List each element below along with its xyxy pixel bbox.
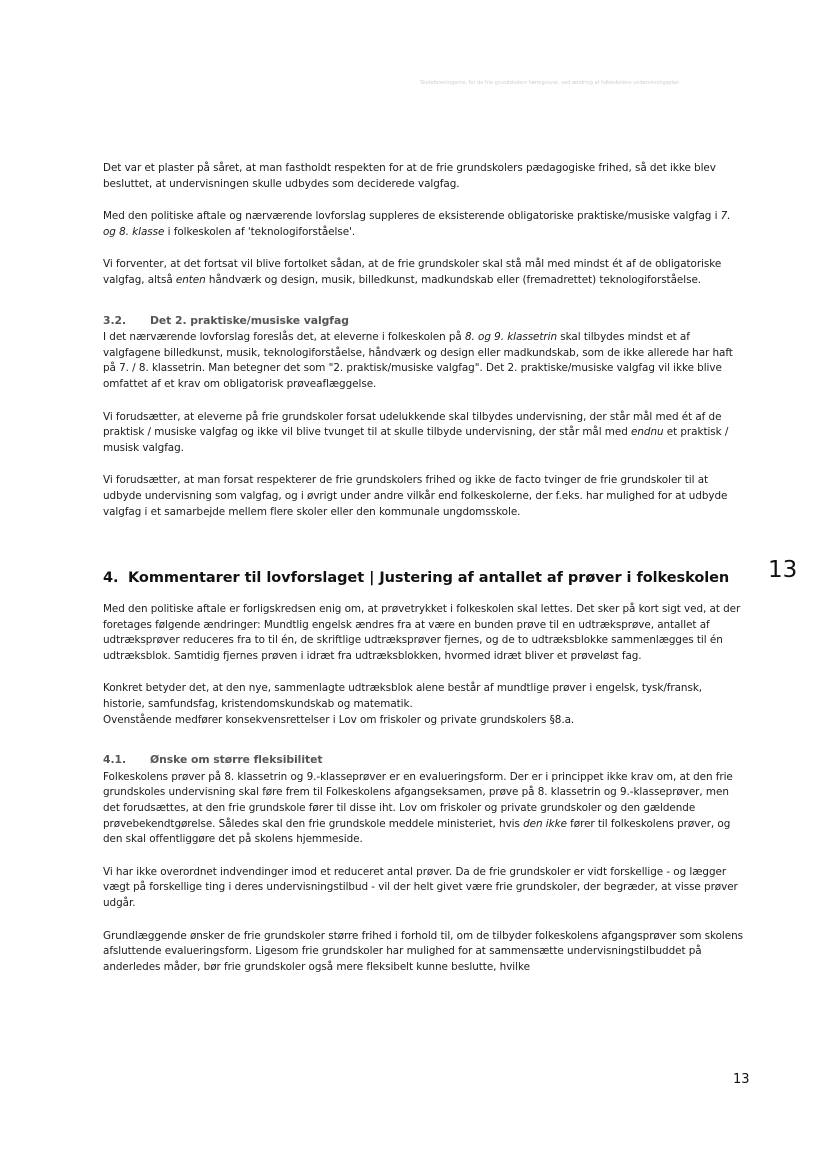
section-3-2-heading	[103, 313, 743, 329]
emphasis-text: 7. og 8. klasse	[103, 210, 731, 238]
text-span: Folkeskolens prøver på 8. klassetrin og 9.-klasseprøver er en evalueringsform. Der er i princippet ikke krav om, at den frie grundskoles undervisning skal føre frem til Folkeskolens afgangseksamen, prøve på 8. klassetrin og 9.-klasseprøver, men det forudsættes, at den frie grundskole fører til disse iht. Lov om friskoler og private grundskoler og den gældende prøvebekendtgørelse. Således skal den frie grundskole meddele ministeriet, hvis	[103, 770, 733, 830]
text-span: skal tilbydes mindst et af valgfagene billedkunst, musik, teknologiforståelse, håndværk og design eller madkundskab, som de ikke allerede har haft på 7. / 8. klassetrin. Man betegner det som "2. praktisk/musiske valgfag". Det 2. praktiske/musiske valgfag vil ikke blive omfattet af et krav om obligatorisk prøveaflæggelse.	[103, 331, 733, 390]
section-4-1-paragraph-2: Vi har ikke overordnet indvendinger imod et reduceret antal prøver. Da de frie grundskoler er vidt forskellige - og lægger vægt på forskellige ting i deres undervisningstilbud - vil der helt givet være frie grundskoler, der begræder, at visse prøver udgår.	[103, 865, 738, 909]
emphasis-text: endnu	[631, 426, 664, 439]
section-3-2-paragraph-1	[103, 330, 743, 392]
section-4-1-heading	[103, 752, 743, 768]
document-body	[103, 161, 743, 992]
section-4-paragraph-2-line-2: Ovenstående medfører konsekvensrettelser i Lov om friskoler og private grundskolers §8.a.	[103, 713, 575, 726]
intro-paragraph-2	[103, 209, 743, 240]
text-span: fører til folkeskolens prøver, og den skal offentliggøre det på skolens hjemmeside.	[103, 817, 731, 846]
emphasis-text: enten	[175, 273, 206, 286]
side-page-number: 13	[768, 557, 798, 583]
text-span: et praktisk / musisk valgfag.	[103, 426, 729, 454]
footer-page-number: 13	[733, 1072, 750, 1087]
text-span: Vi forventer, at det fortsat vil blive fortolket sådan, at de frie grundskoler skal stå mål med mindst ét af de obligatoriske valgfag, altså	[103, 258, 722, 286]
text-span: i folkeskolen af 'teknologiforståelse'.	[164, 225, 356, 238]
section-title: Det 2. praktiske/musiske valgfag	[150, 313, 349, 327]
text-span: håndværk og design, musik, billedkunst, madkundskab eller (fremadrettet) teknologiforståelse.	[205, 273, 702, 286]
section-4-paragraph-1: Med den politiske aftale er forligskredsen enig om, at prøvetrykket i folkeskolen skal lettes. Det sker på kort sigt ved, at der foretages følgende ændringer: Mundtlig engelsk ændres fra at være en bunden prøve til en udtræksprøve, antallet af udtræksprøver reduceres fra to til én, de skriftlige udtræksprøver fjernes, og de to udtræksblokke sammenlægges til én udtræksblok. Samtidig fjernes prøven i idræt fra udtræksblokken, hvormed idræt bliver et prøveløst fag.	[103, 603, 741, 662]
section-number: 4.	[103, 570, 119, 587]
emphasis-text: 8. og 9. klassetrin	[464, 331, 558, 344]
emphasis-text: den ikke	[523, 817, 567, 830]
text-span: Med den politiske aftale og nærværende lovforslag suppleres de eksisterende obligatoriske praktiske/musiske valgfag i	[103, 210, 721, 223]
section-4-heading	[103, 568, 743, 588]
section-number: 4.1.	[103, 753, 127, 767]
text-span: Vi forudsætter, at eleverne på frie grundskoler forsat udelukkende skal tilbydes undervisning, der står mål med ét af de praktisk / musiske valgfag og ikke vil blive tvunget til at skulle tilbyde undervisning, der står mål med	[103, 410, 722, 439]
section-title: Ønske om større fleksibilitet	[150, 753, 323, 767]
section-number: 3.2.	[103, 313, 127, 327]
section-3-2-paragraph-2	[103, 410, 743, 457]
section-4-paragraph-2-line-1: Konkret betyder det, at den nye, sammenlagte udtræksblok alene består af mundtlige prøver i engelsk, tysk/fransk, historie, samfundsfag, kristendomskundskab og matematik.	[103, 682, 703, 711]
section-4-1-paragraph-1	[103, 770, 743, 848]
section-3-2-paragraph-3: Vi forudsætter, at man forsat respekterer de frie grundskolers frihed og ikke de facto tvinger de frie grundskoler til at udbyde undervisning som valgfag, og i øvrigt under andre vilkår end folkeskolerne, der f.eks. har mulighed for at udbyde valgfag i et samarbejde mellem flere skoler eller den kommunale ungdomsskole.	[103, 474, 728, 518]
section-4-1-paragraph-3: Grundlæggende ønsker de frie grundskoler større frihed i forhold til, om de tilbyder folkeskolens afgangsprøver som skolens afsluttende evalueringsform. Ligesom frie grundskoler har mulighed for at sammensætte undervisningstilbuddet på anderledes måder, bør frie grundskoler også mere fleksibelt kunne beslutte, hvilke	[103, 929, 743, 973]
section-title: Kommentarer til lovforslaget | Justering af antallet af prøver i folkeskolen	[128, 570, 730, 587]
intro-paragraph-1: Det var et plaster på såret, at man fastholdt respekten for at de frie grundskolers pædagogiske frihed, så det ikke blev besluttet, at undervisningen skulle udbydes som deciderede valgfag.	[103, 162, 716, 190]
intro-paragraph-3	[103, 257, 743, 288]
text-span: I det nærværende lovforslag foreslås det, at eleverne i folkeskolen på	[103, 331, 465, 344]
faint-header-text: Skoleforeningerne, for de frie grundskolers høringssvar, ved ændring af folkeskolens undervisningsplan	[420, 80, 680, 86]
